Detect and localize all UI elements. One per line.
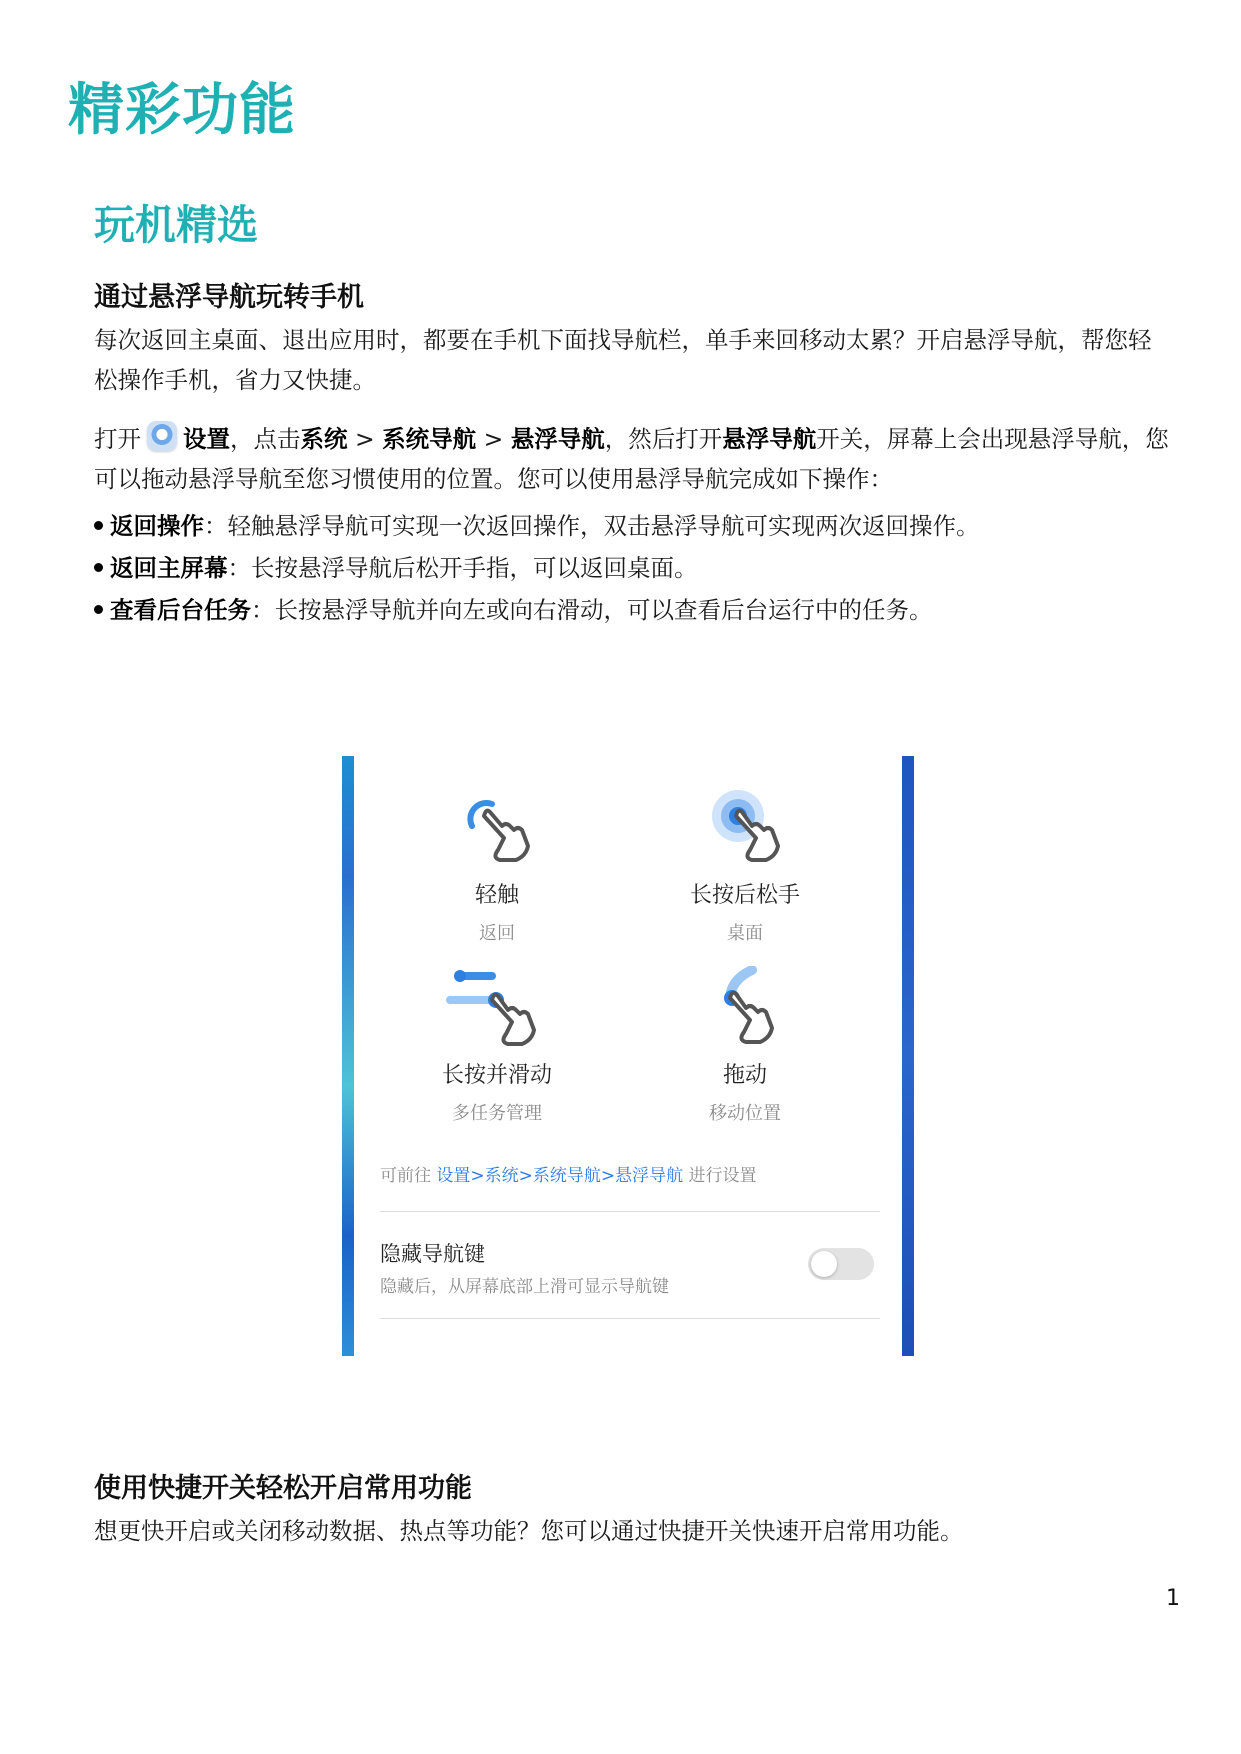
- steps-floating-nav: 悬浮导航: [510, 425, 605, 453]
- steps-floating-nav-2: 悬浮导航: [722, 425, 817, 453]
- gesture-subtitle: 桌面: [727, 923, 763, 944]
- chapter-title: 精彩功能: [68, 78, 296, 143]
- bullet-term: 查看后台任务: [110, 596, 251, 624]
- steps-click: ，点击: [230, 425, 301, 453]
- gesture-title: 拖动: [722, 1063, 767, 1088]
- hide-nav-title: 隐藏导航键: [380, 1242, 485, 1266]
- steps-then-open: ，然后打开: [604, 425, 723, 453]
- list-item: [94, 547, 980, 589]
- floating-nav-intro: 每次返回主桌面、退出应用时，都要在手机下面找导航栏，单手来回移动太累？开启悬浮导航，帮您轻松操作手机，省力又快捷。: [94, 326, 1152, 394]
- bullet-dot: [94, 563, 103, 572]
- gesture-long-press-release: [620, 786, 870, 945]
- steps-rest: 开关，屏幕上会出现悬浮导航，您可以拖动悬浮导航至您习惯使用的位置。您可以使用悬浮导航完成如下操作：: [94, 425, 1169, 493]
- divider: [380, 1318, 880, 1319]
- bullet-text: ：轻触悬浮导航可实现一次返回操作，双击悬浮导航可实现两次返回操作。: [204, 512, 980, 540]
- bullet-dot: [94, 605, 103, 614]
- quick-switch-heading: 使用快捷开关轻松开启常用功能: [94, 1473, 472, 1504]
- drag-hand-icon: [700, 966, 790, 1046]
- hint-suffix: 进行设置: [688, 1166, 757, 1186]
- floating-nav-heading: 通过悬浮导航玩转手机: [94, 282, 364, 313]
- bullet-dot: [94, 521, 103, 530]
- quick-switch-text: 想更快开启或关闭移动数据、热点等功能？您可以通过快捷开关快速开启常用功能。: [94, 1517, 964, 1545]
- steps-system: 系统: [300, 425, 348, 453]
- bullet-term: 返回主屏幕: [110, 554, 228, 582]
- hide-nav-description: 隐藏后，从屏幕底部上滑可显示导航键: [380, 1277, 669, 1297]
- gesture-subtitle: 多任务管理: [452, 1103, 542, 1124]
- screen-edge-left: [342, 756, 354, 1356]
- bullet-text: ：长按悬浮导航后松开手指，可以返回桌面。: [227, 554, 698, 582]
- list-item: [94, 589, 980, 631]
- hint-prefix: 可前往: [380, 1166, 431, 1186]
- settings-path-link[interactable]: 设置>系统>系统导航>悬浮导航: [436, 1166, 684, 1186]
- divider: [380, 1211, 880, 1212]
- steps-open: 打开: [94, 425, 141, 453]
- slide-hand-icon: [442, 966, 552, 1046]
- gesture-subtitle: 返回: [479, 923, 515, 944]
- screen-edge-right: [902, 756, 914, 1356]
- settings-path-hint: [380, 1161, 757, 1186]
- steps-system-nav: 系统导航: [382, 425, 477, 453]
- section-title: 玩机精选: [94, 201, 258, 249]
- floating-nav-steps: [94, 419, 1174, 499]
- steps-arrow-2: >: [476, 425, 511, 453]
- gesture-drag: [620, 966, 870, 1125]
- page-number: 1: [1166, 1586, 1180, 1611]
- gesture-long-press-slide: [372, 966, 622, 1125]
- settings-app-icon: [147, 421, 177, 451]
- steps-settings: 设置: [183, 425, 230, 453]
- gesture-title: 轻触: [474, 883, 519, 908]
- long-press-hand-icon: [700, 786, 790, 866]
- gesture-subtitle: 移动位置: [709, 1103, 781, 1124]
- list-item: [94, 505, 980, 547]
- floating-nav-screenshot: [342, 756, 914, 1356]
- bullet-text: ：长按悬浮导航并向左或向右滑动，可以查看后台运行中的任务。: [251, 596, 933, 624]
- steps-arrow-1: >: [347, 425, 383, 453]
- gesture-title: 长按后松手: [689, 883, 800, 908]
- toggle-knob: [811, 1251, 837, 1277]
- operation-list: [94, 505, 980, 631]
- bullet-term: 返回操作: [110, 512, 204, 540]
- hide-nav-toggle[interactable]: [808, 1248, 874, 1280]
- tap-hand-icon: [452, 786, 542, 866]
- gesture-title: 长按并滑动: [441, 1063, 552, 1088]
- gesture-tap: [372, 786, 622, 945]
